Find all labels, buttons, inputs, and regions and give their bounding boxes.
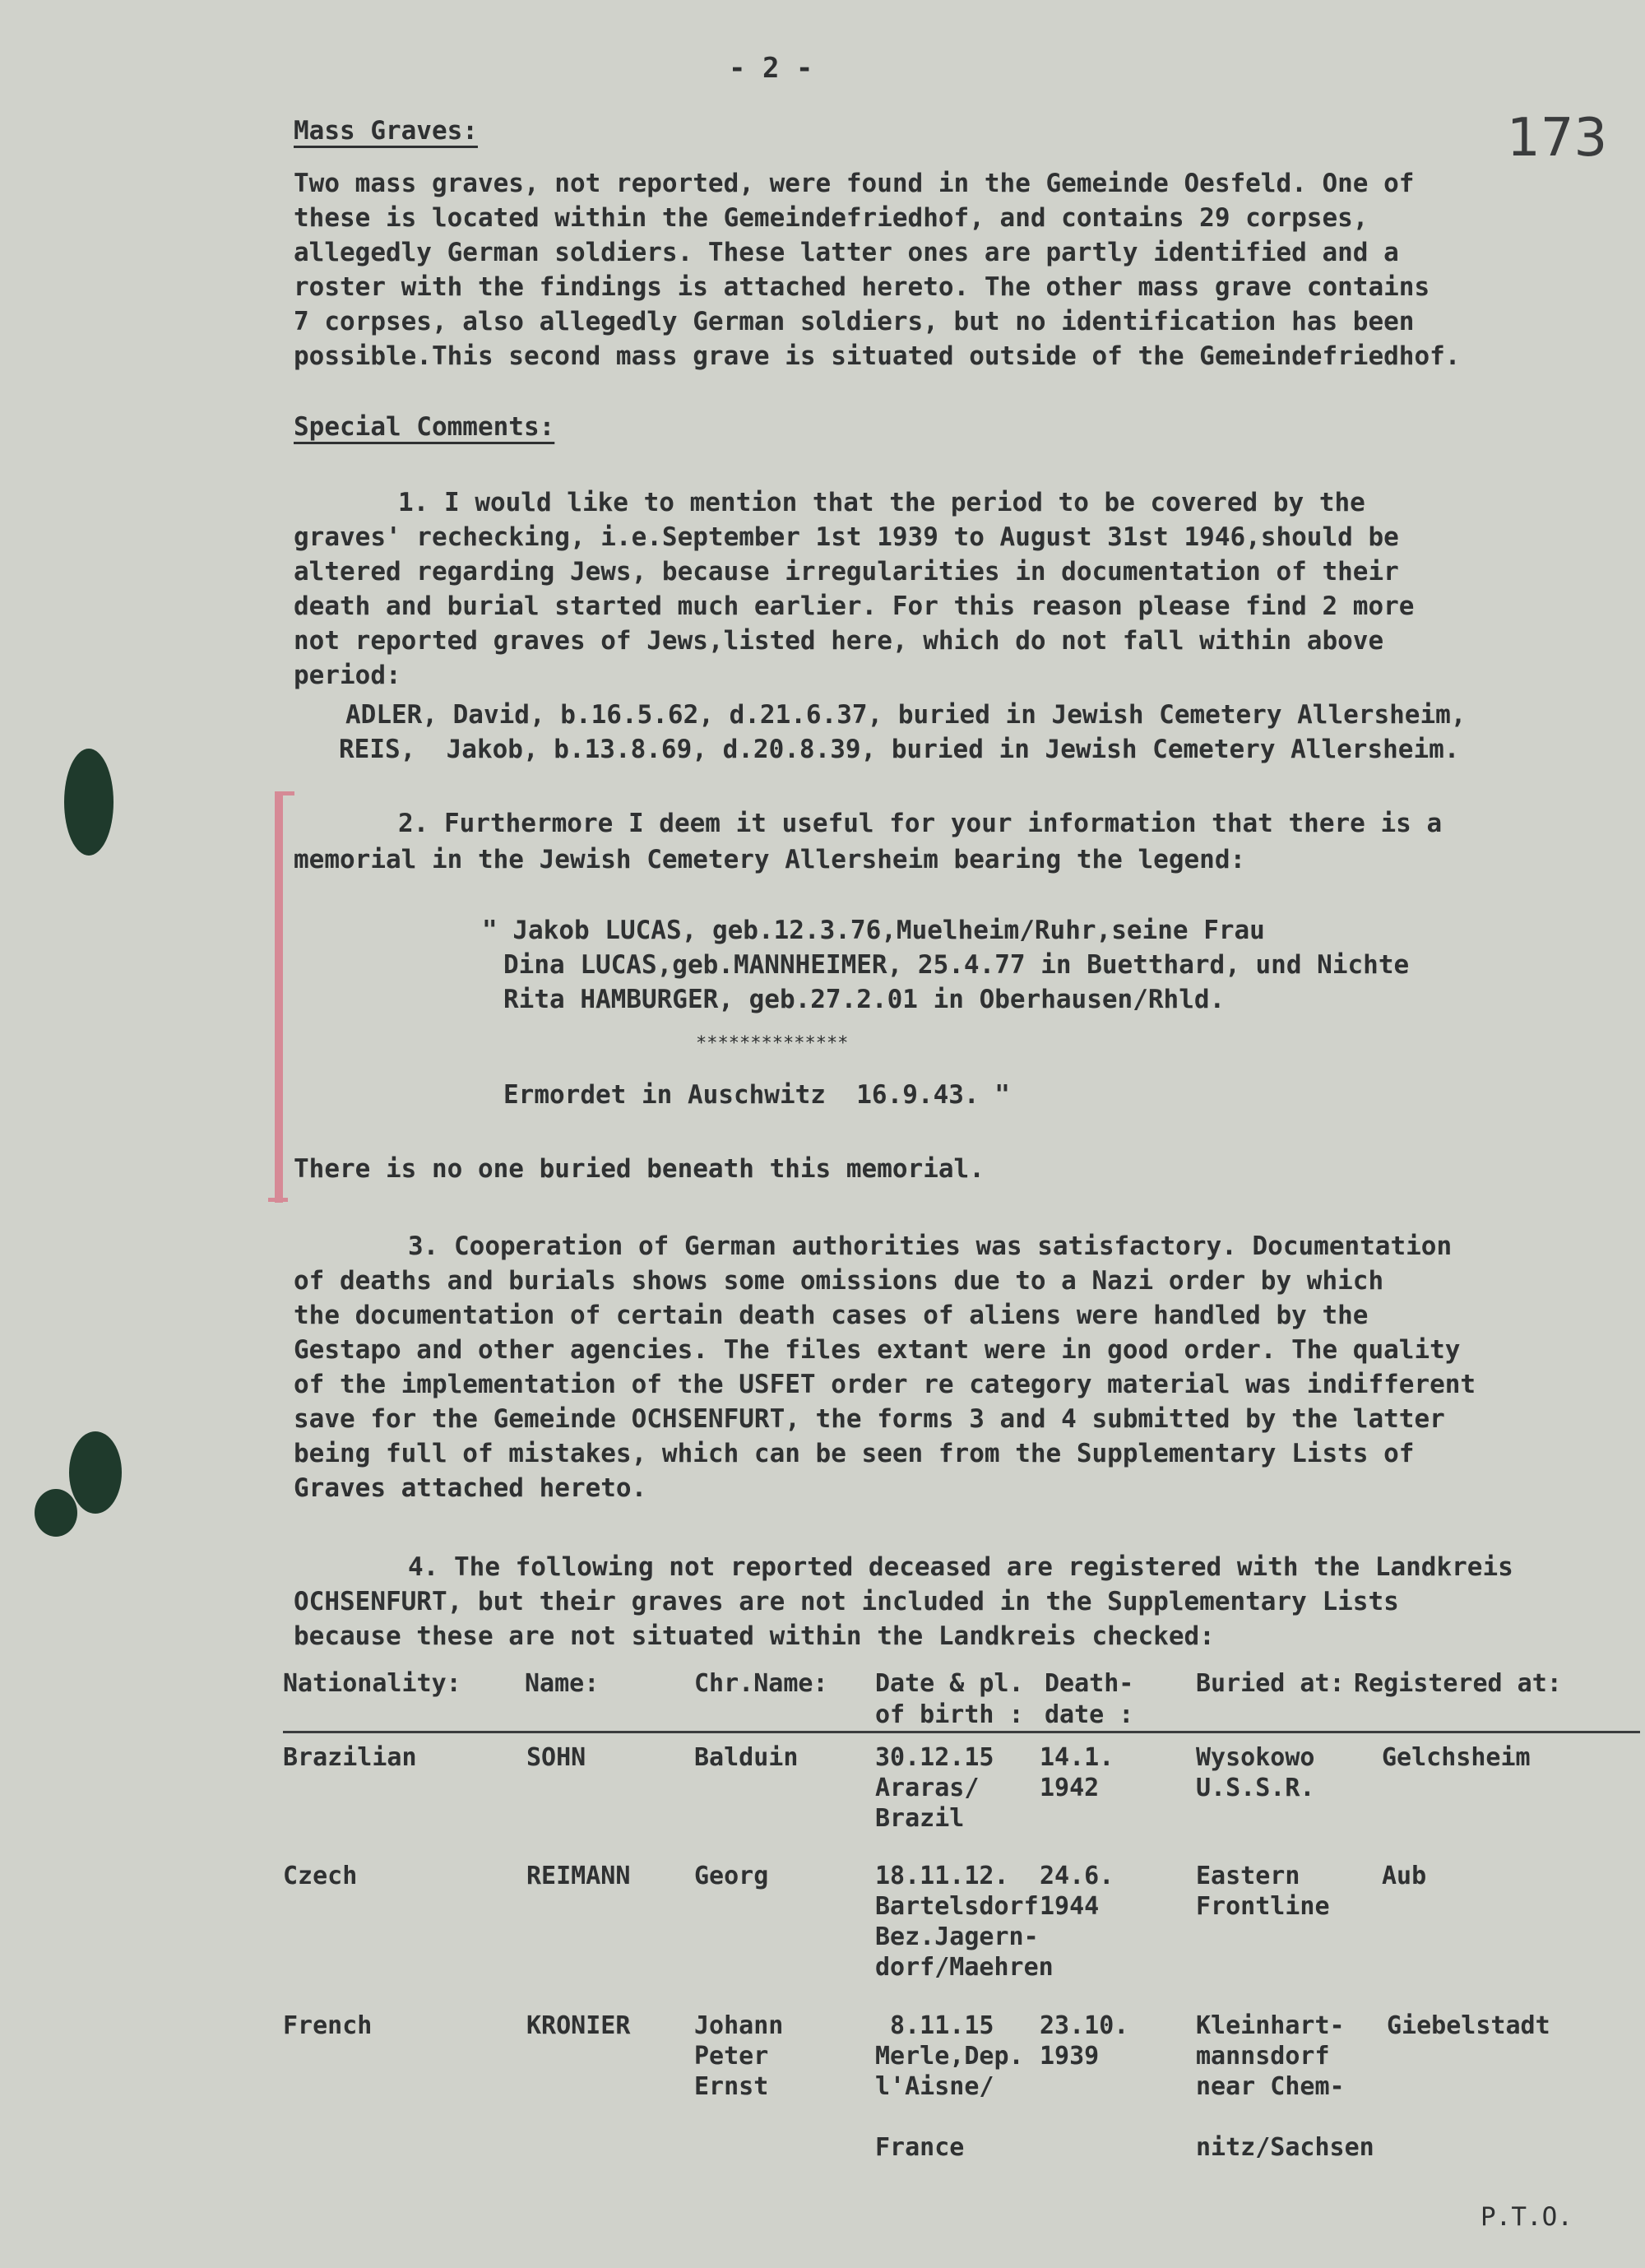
table-cell-birth: 18.11.12. Bartelsdorf Bez.Jagern- dorf/Maehren xyxy=(875,1862,1054,1982)
body-line: roster with the findings is attached hereto. The other mass grave contains xyxy=(294,272,1430,302)
body-line: 1. I would like to mention that the period to be covered by the xyxy=(398,488,1365,517)
table-header-rule xyxy=(283,1731,1640,1733)
body-line: memorial in the Jewish Cemetery Allersheim bearing the legend: xyxy=(294,845,1246,874)
body-line: of the implementation of the USFET order re category material was indifferent xyxy=(294,1370,1476,1399)
body-line: the documentation of certain death cases of aliens were handled by the xyxy=(294,1301,1369,1330)
body-line: Gestapo and other agencies. The files extant were in good order. The quality xyxy=(294,1335,1461,1365)
table-cell-buried: Eastern Frontline xyxy=(1196,1862,1330,1921)
body-line: not reported graves of Jews,listed here, which do not fall within above xyxy=(294,626,1384,656)
table-cell-name: KRONIER xyxy=(526,2011,631,2040)
table-header-name: Name: xyxy=(525,1669,600,1698)
body-line: OCHSENFURT, but their graves are not included in the Supplementary Lists xyxy=(294,1587,1399,1616)
page-number: - 2 - xyxy=(729,52,813,85)
body-line: allegedly German soldiers. These latter ones are partly identified and a xyxy=(294,238,1399,267)
body-line: 4. The following not reported deceased are registered with the Landkreis xyxy=(408,1552,1513,1582)
table-header-death: Death- xyxy=(1045,1669,1134,1698)
memorial-legend-line: Ermordet in Auschwitz 16.9.43. " xyxy=(503,1080,1010,1110)
punch-hole-bottom xyxy=(69,1431,122,1514)
body-line: these is located within the Gemeindefriedhof, and contains 29 corpses, xyxy=(294,203,1369,233)
table-cell-birth: 30.12.15 Araras/ Brazil xyxy=(875,1743,994,1833)
please-turn-over: P.T.O. xyxy=(1480,2202,1573,2232)
table-header-death: date : xyxy=(1045,1700,1134,1729)
table-cell-death: 24.6. 1944 xyxy=(1040,1862,1114,1921)
grave-entry: ADLER, David, b.16.5.62, d.21.6.37, buried in Jewish Cemetery Allersheim, xyxy=(345,700,1467,730)
body-line: save for the Gemeinde OCHSENFURT, the forms 3 and 4 submitted by the latter xyxy=(294,1404,1445,1434)
table-cell-chr-name: Georg xyxy=(694,1862,769,1890)
section-heading: Special Comments: xyxy=(294,412,555,442)
body-line: 7 corpses, also allegedly German soldiers, but no identification has been xyxy=(294,307,1415,336)
body-line: death and burial started much earlier. For this reason please find 2 more xyxy=(294,591,1415,621)
table-header-registered: Registered at: xyxy=(1354,1669,1562,1698)
red-margin-tick xyxy=(268,1198,288,1202)
table-cell-nationality: French xyxy=(283,2011,373,2040)
table-cell-name: SOHN xyxy=(526,1743,586,1772)
memorial-legend-stars: ************** xyxy=(696,1033,849,1054)
table-cell-birth: 8.11.15 Merle,Dep. l'Aisne/ France xyxy=(875,2011,1024,2162)
table-header-buried: Buried at: xyxy=(1196,1669,1345,1698)
body-line: 2. Furthermore I deem it useful for your information that there is a xyxy=(398,809,1443,838)
grave-entry: REIS, Jakob, b.13.8.69, d.20.8.39, buried in Jewish Cemetery Allersheim. xyxy=(339,735,1460,764)
table-cell-registered: Aub xyxy=(1382,1862,1427,1890)
table-header-chr-name: Chr.Name: xyxy=(694,1669,828,1698)
table-header-birth: Date & pl. xyxy=(875,1669,1024,1698)
table-cell-registered: Giebelstadt xyxy=(1387,2011,1550,2040)
red-margin-mark xyxy=(275,791,283,1203)
body-line: Graves attached hereto. xyxy=(294,1473,647,1503)
memorial-legend-line: Rita HAMBURGER, geb.27.2.01 in Oberhausen/Rhld. xyxy=(503,985,1226,1014)
table-cell-death: 14.1. 1942 xyxy=(1040,1743,1114,1802)
memorial-legend-line: " Jakob LUCAS, geb.12.3.76,Muelheim/Ruhr,seine Frau xyxy=(482,916,1265,945)
table-cell-buried: Wysokowo U.S.S.R. xyxy=(1196,1743,1315,1802)
body-line: being full of mistakes, which can be seen from the Supplementary Lists of xyxy=(294,1439,1415,1468)
body-line: 3. Cooperation of German authorities was satisfactory. Documentation xyxy=(408,1231,1453,1261)
body-line: possible.This second mass grave is situated outside of the Gemeindefriedhof. xyxy=(294,341,1461,371)
table-cell-chr-name: Johann Peter Ernst xyxy=(694,2011,784,2101)
table-header-birth: of birth : xyxy=(875,1700,1024,1729)
table-cell-name: REIMANN xyxy=(526,1862,631,1890)
table-cell-death: 23.10. 1939 xyxy=(1040,2011,1129,2071)
punch-hole-top xyxy=(64,749,114,856)
archive-number: 173 xyxy=(1507,108,1608,169)
memorial-legend-line: Dina LUCAS,geb.MANNHEIMER, 25.4.77 in Buetthard, und Nichte xyxy=(503,950,1410,980)
red-margin-tick xyxy=(275,791,294,795)
table-cell-nationality: Brazilian xyxy=(283,1743,417,1772)
table-cell-registered: Gelchsheim xyxy=(1382,1743,1531,1772)
punch-hole-bottom-small xyxy=(35,1489,77,1537)
section-heading: Mass Graves: xyxy=(294,116,478,146)
body-line: There is no one buried beneath this memorial. xyxy=(294,1154,985,1184)
table-cell-chr-name: Balduin xyxy=(694,1743,799,1772)
body-line: because these are not situated within the Landkreis checked: xyxy=(294,1621,1215,1651)
table-cell-buried: Kleinhart- mannsdorf near Chem- nitz/Sachsen xyxy=(1196,2011,1374,2162)
body-line: Two mass graves, not reported, were found in the Gemeinde Oesfeld. One of xyxy=(294,169,1415,198)
table-header-nationality: Nationality: xyxy=(283,1669,461,1698)
body-line: altered regarding Jews, because irregularities in documentation of their xyxy=(294,557,1399,587)
table-cell-nationality: Czech xyxy=(283,1862,358,1890)
body-line: of deaths and burials shows some omissions due to a Nazi order by which xyxy=(294,1266,1384,1296)
body-line: graves' rechecking, i.e.September 1st 1939 to August 31st 1946,should be xyxy=(294,522,1399,552)
body-line: period: xyxy=(294,661,401,690)
